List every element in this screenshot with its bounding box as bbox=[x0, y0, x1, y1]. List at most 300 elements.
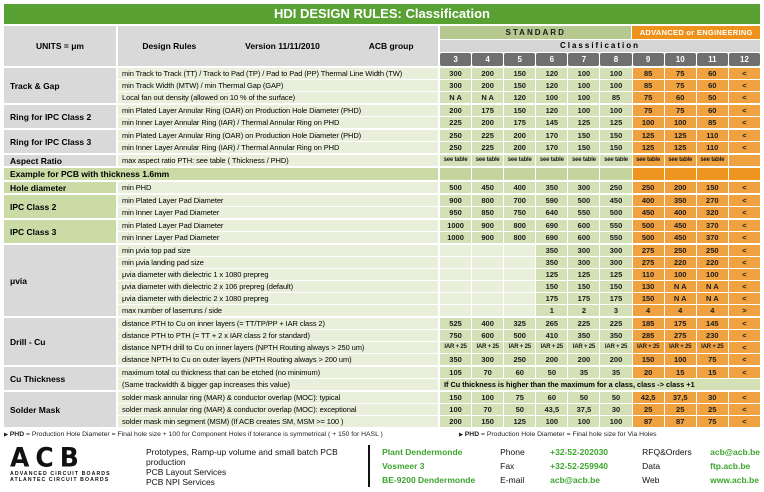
value-cell: 350 bbox=[536, 182, 567, 193]
value-cell bbox=[504, 305, 535, 316]
value-cell: IAR + 25 bbox=[472, 342, 503, 353]
value-cell: 125 bbox=[633, 142, 664, 153]
table-row bbox=[118, 330, 760, 341]
rule-section bbox=[4, 68, 760, 103]
value-cell: 1 bbox=[536, 305, 567, 316]
value-cell: < bbox=[729, 404, 760, 415]
value-cell: N A bbox=[440, 92, 471, 103]
contact-row bbox=[382, 475, 760, 485]
value-cell: 300 bbox=[440, 80, 471, 91]
value-cell: 525 bbox=[440, 318, 471, 329]
value-cell: 37,5 bbox=[568, 404, 599, 415]
rule-cell: min PHD bbox=[118, 182, 438, 193]
value-cell: 250 bbox=[697, 245, 728, 256]
value-cell: 400 bbox=[665, 207, 696, 218]
value-cell: 150 bbox=[600, 142, 631, 153]
value-cell bbox=[504, 245, 535, 256]
contact-link[interactable]: acb@acb.be bbox=[710, 447, 760, 457]
contact-row bbox=[382, 461, 760, 471]
value-cell: 410 bbox=[536, 330, 567, 341]
value-cell: < bbox=[729, 293, 760, 304]
contact-link[interactable]: www.acb.be bbox=[710, 475, 759, 485]
value-cell: 1000 bbox=[440, 232, 471, 243]
value-cell: 60 bbox=[697, 80, 728, 91]
service-item: PCB Layout Services bbox=[145, 467, 227, 477]
table-row bbox=[118, 155, 760, 166]
value-cell: 75 bbox=[504, 392, 535, 403]
value-cell: 100 bbox=[568, 92, 599, 103]
table-row bbox=[118, 404, 760, 415]
value-cell: 175 bbox=[472, 105, 503, 116]
value-cell: 100 bbox=[633, 117, 664, 128]
value-cell: 75 bbox=[697, 354, 728, 365]
value-cell: 150 bbox=[536, 281, 567, 292]
value-cell: 100 bbox=[697, 269, 728, 280]
section-label: Ring for IPC Class 2 bbox=[4, 105, 116, 128]
value-cell: 150 bbox=[568, 130, 599, 141]
value-cell: 50 bbox=[504, 404, 535, 415]
value-cell: 200 bbox=[472, 80, 503, 91]
value-cell: 100 bbox=[600, 80, 631, 91]
example-band-row bbox=[4, 168, 760, 180]
table-row bbox=[118, 269, 760, 280]
value-cell: 225 bbox=[440, 117, 471, 128]
value-cell: 175 bbox=[600, 293, 631, 304]
rule-section bbox=[4, 245, 760, 316]
rule-cell: min Plated Layer Annular Ring (OAR) on Production Hole Diameter (PHD) bbox=[118, 130, 438, 141]
value-cell: 85 bbox=[633, 80, 664, 91]
value-cell: 100 bbox=[665, 269, 696, 280]
rule-section bbox=[4, 195, 760, 218]
class-column-number: 11 bbox=[697, 53, 728, 66]
rule-cell: min Track Width (MTW) / min Thermal Gap (GAP) bbox=[118, 80, 438, 91]
value-cell: IAR + 25 bbox=[665, 342, 696, 353]
contact-row bbox=[382, 447, 760, 457]
table-row bbox=[118, 182, 760, 193]
value-cell: 100 bbox=[568, 105, 599, 116]
value-cell: < bbox=[729, 392, 760, 403]
value-cell: 50 bbox=[600, 392, 631, 403]
value-cell: 500 bbox=[440, 182, 471, 193]
footnote-right: ▶ PHD = Production Hole Diameter = Final hole size for Via Holes bbox=[459, 431, 657, 438]
contact-channel-label: Web bbox=[642, 475, 660, 485]
value-cell: see table bbox=[504, 155, 535, 166]
value-cell: 640 bbox=[536, 207, 567, 218]
footer bbox=[4, 442, 760, 487]
value-cell: 250 bbox=[440, 130, 471, 141]
value-cell: 25 bbox=[697, 404, 728, 415]
rule-cell: distance NPTH drill to Cu on inner layers (NPTH Routing always > 250 um) bbox=[118, 342, 438, 353]
value-cell: 120 bbox=[504, 92, 535, 103]
value-cell: < bbox=[729, 182, 760, 193]
value-cell: 370 bbox=[697, 220, 728, 231]
classification-band: Classification bbox=[440, 40, 760, 52]
value-cell: 120 bbox=[536, 80, 567, 91]
value-cell: 1000 bbox=[440, 220, 471, 231]
value-cell: 590 bbox=[536, 195, 567, 206]
value-cell: 125 bbox=[504, 416, 535, 427]
section-label: Hole diameter bbox=[4, 182, 116, 193]
value-cell: 15 bbox=[697, 367, 728, 378]
value-cell: < bbox=[729, 330, 760, 341]
table-row bbox=[118, 105, 760, 116]
value-cell: 200 bbox=[472, 117, 503, 128]
value-cell: 690 bbox=[536, 232, 567, 243]
value-cell: 200 bbox=[440, 105, 471, 116]
contact-channel-label: RFQ&Orders bbox=[642, 447, 692, 457]
value-cell: 285 bbox=[633, 330, 664, 341]
section-label: IPC Class 3 bbox=[4, 220, 116, 243]
value-cell: 850 bbox=[472, 207, 503, 218]
value-cell: N A bbox=[472, 92, 503, 103]
value-cell: 500 bbox=[568, 195, 599, 206]
acb-group-label: ACB group bbox=[368, 41, 414, 51]
class-column-number: 8 bbox=[600, 53, 631, 66]
value-cell: N A bbox=[697, 293, 728, 304]
value-cell: 225 bbox=[472, 130, 503, 141]
value-cell: 225 bbox=[568, 318, 599, 329]
rule-cell: max number of laserruns / side bbox=[118, 305, 438, 316]
value-cell: 43,5 bbox=[536, 404, 567, 415]
value-cell: 175 bbox=[568, 293, 599, 304]
value-cell: 175 bbox=[504, 117, 535, 128]
value-cell: 200 bbox=[504, 130, 535, 141]
rule-cell: max aspect ratio PTH: see table ( Thickness / PHD) bbox=[118, 155, 438, 166]
value-cell: 225 bbox=[600, 318, 631, 329]
value-cell bbox=[472, 305, 503, 316]
band-cell bbox=[665, 168, 696, 180]
table-row bbox=[118, 245, 760, 256]
value-cell: 900 bbox=[472, 232, 503, 243]
value-cell: 690 bbox=[536, 220, 567, 231]
value-cell bbox=[504, 293, 535, 304]
value-cell: 100 bbox=[536, 416, 567, 427]
example-band-label: Example for PCB with thickness 1.6mm bbox=[4, 168, 438, 180]
rule-cell: solder mask min segment (MSM) (If ACB creates SM, MSM >= 100 ) bbox=[118, 416, 438, 427]
rule-cell: distance PTH to Cu on inner layers (= TT/TP/PP + IAR class 2) bbox=[118, 318, 438, 329]
value-cell: 275 bbox=[633, 257, 664, 268]
class-column-number: 12 bbox=[729, 53, 760, 66]
value-cell: 100 bbox=[536, 92, 567, 103]
rule-cell: (Same trackwidth & bigger gap increases this value) bbox=[118, 379, 438, 390]
value-cell: 110 bbox=[697, 142, 728, 153]
value-cell: 950 bbox=[440, 207, 471, 218]
class-column-number: 6 bbox=[536, 53, 567, 66]
table-row bbox=[118, 392, 760, 403]
value-cell: 105 bbox=[440, 367, 471, 378]
table-row bbox=[118, 68, 760, 79]
table-row bbox=[118, 257, 760, 268]
value-cell: < bbox=[729, 257, 760, 268]
value-cell: < bbox=[729, 318, 760, 329]
class-column-number: 5 bbox=[504, 53, 535, 66]
design-rules-label: Design Rules bbox=[142, 41, 197, 51]
band-cell bbox=[536, 168, 567, 180]
value-cell: < bbox=[729, 117, 760, 128]
table-row bbox=[118, 342, 760, 353]
value-cell: < bbox=[729, 92, 760, 103]
value-cell: 550 bbox=[568, 207, 599, 218]
contact-method-label: Fax bbox=[500, 461, 515, 471]
value-cell: 300 bbox=[600, 257, 631, 268]
table-header bbox=[4, 26, 760, 66]
value-cell: 2 bbox=[568, 305, 599, 316]
value-cell: 200 bbox=[568, 354, 599, 365]
value-cell: 150 bbox=[568, 142, 599, 153]
value-cell: 50 bbox=[536, 367, 567, 378]
rule-section bbox=[4, 367, 760, 390]
contact-method-label: E-mail bbox=[500, 475, 525, 485]
rule-section bbox=[4, 130, 760, 153]
value-cell: N A bbox=[665, 293, 696, 304]
value-cell: 200 bbox=[440, 416, 471, 427]
value-cell: 100 bbox=[568, 68, 599, 79]
value-cell: 4 bbox=[665, 305, 696, 316]
table-row bbox=[118, 416, 760, 427]
section-label: Aspect Ratio bbox=[4, 155, 116, 166]
value-cell: < bbox=[729, 354, 760, 365]
value-cell: < bbox=[729, 342, 760, 353]
table-row bbox=[118, 80, 760, 91]
rule-cell: min Inner Layer Annular Ring (IAR) / Thermal Annular Ring on PHD bbox=[118, 117, 438, 128]
value-cell: 900 bbox=[472, 220, 503, 231]
advanced-band: ADVANCED or ENGINEERING bbox=[632, 26, 760, 39]
band-cell bbox=[697, 168, 728, 180]
value-cell: 230 bbox=[697, 330, 728, 341]
value-cell: see table bbox=[697, 155, 728, 166]
value-cell: 150 bbox=[697, 182, 728, 193]
value-cell: 350 bbox=[600, 330, 631, 341]
value-cell: 400 bbox=[633, 195, 664, 206]
value-cell: 120 bbox=[536, 68, 567, 79]
value-cell: < bbox=[729, 281, 760, 292]
value-cell: 350 bbox=[665, 195, 696, 206]
value-cell: 70 bbox=[472, 404, 503, 415]
contact-number[interactable]: acb@acb.be bbox=[550, 475, 600, 485]
value-cell: 150 bbox=[504, 105, 535, 116]
value-cell: 125 bbox=[633, 130, 664, 141]
value-cell: 300 bbox=[472, 354, 503, 365]
value-cell: 265 bbox=[536, 318, 567, 329]
value-cell: 220 bbox=[697, 257, 728, 268]
value-cell bbox=[440, 293, 471, 304]
value-cell: 150 bbox=[440, 392, 471, 403]
rule-section bbox=[4, 220, 760, 243]
value-cell: 30 bbox=[697, 392, 728, 403]
value-cell: 130 bbox=[633, 281, 664, 292]
rule-section bbox=[4, 105, 760, 128]
rule-cell: μvia diameter with dielectric 1 x 1080 prepreg bbox=[118, 269, 438, 280]
value-cell: N A bbox=[697, 281, 728, 292]
value-cell: 350 bbox=[440, 354, 471, 365]
value-cell: < bbox=[729, 245, 760, 256]
value-cell: < bbox=[729, 416, 760, 427]
contact-info bbox=[382, 445, 760, 487]
value-cell: see table bbox=[600, 155, 631, 166]
table-row bbox=[118, 142, 760, 153]
section-label: IPC Class 2 bbox=[4, 195, 116, 218]
value-cell: 100 bbox=[568, 80, 599, 91]
value-cell: 37,5 bbox=[665, 392, 696, 403]
band-cell bbox=[472, 168, 503, 180]
rule-section bbox=[4, 182, 760, 193]
value-cell: 150 bbox=[504, 68, 535, 79]
value-cell: 20 bbox=[633, 367, 664, 378]
footnote-left: ▶ PHD = Production Hole Diameter = Final hole size + 100 for Component Holes if tolerance is symmetrical ( + 150 for HASL ) bbox=[4, 431, 383, 438]
table-row bbox=[118, 117, 760, 128]
value-cell: 60 bbox=[697, 105, 728, 116]
class-column-number: 3 bbox=[440, 53, 471, 66]
value-cell: 170 bbox=[536, 130, 567, 141]
acb-logo bbox=[4, 442, 146, 487]
table-row bbox=[118, 220, 760, 231]
band-cell bbox=[440, 168, 471, 180]
value-cell: 150 bbox=[633, 354, 664, 365]
value-cell: 100 bbox=[568, 416, 599, 427]
value-cell: 85 bbox=[633, 68, 664, 79]
value-cell: 350 bbox=[536, 257, 567, 268]
value-cell: 35 bbox=[568, 367, 599, 378]
table-row bbox=[118, 130, 760, 141]
value-cell: 125 bbox=[665, 130, 696, 141]
value-cell: < bbox=[729, 105, 760, 116]
value-cell: 125 bbox=[536, 269, 567, 280]
section-label: Drill - Cu bbox=[4, 318, 116, 365]
value-cell: 450 bbox=[472, 182, 503, 193]
value-cell: see table bbox=[440, 155, 471, 166]
value-cell: 35 bbox=[600, 367, 631, 378]
value-cell: < bbox=[729, 80, 760, 91]
value-cell: 150 bbox=[633, 293, 664, 304]
table-row bbox=[118, 367, 760, 378]
value-cell: 120 bbox=[536, 105, 567, 116]
value-cell: 60 bbox=[697, 68, 728, 79]
rule-cell: distance NPTH to Cu on outer layers (NPTH Routing always > 200 um) bbox=[118, 354, 438, 365]
value-cell: 3 bbox=[600, 305, 631, 316]
value-cell: 800 bbox=[472, 195, 503, 206]
value-cell: 450 bbox=[665, 232, 696, 243]
band-cell bbox=[729, 168, 760, 180]
value-cell: 150 bbox=[600, 130, 631, 141]
contact-number: +32-52-202030 bbox=[550, 447, 609, 457]
value-cell: 75 bbox=[633, 92, 664, 103]
rule-cell: solder mask annular ring (MAR) & conductor overlap (MOC): exceptional bbox=[118, 404, 438, 415]
value-cell: 85 bbox=[697, 117, 728, 128]
value-cell: 170 bbox=[536, 142, 567, 153]
value-cell: 100 bbox=[600, 105, 631, 116]
value-cell: 4 bbox=[633, 305, 664, 316]
value-cell: 550 bbox=[600, 220, 631, 231]
value-cell: 125 bbox=[600, 269, 631, 280]
services-list bbox=[146, 445, 366, 487]
contact-channel-label: Data bbox=[642, 461, 661, 471]
value-cell bbox=[472, 257, 503, 268]
value-cell: see table bbox=[633, 155, 664, 166]
value-cell: 75 bbox=[633, 105, 664, 116]
value-cell: 600 bbox=[568, 232, 599, 243]
value-cell: 150 bbox=[600, 281, 631, 292]
value-cell: 200 bbox=[504, 142, 535, 153]
band-cell bbox=[504, 168, 535, 180]
rule-cell: maximum total cu thickness that can be etched (no minimum) bbox=[118, 367, 438, 378]
value-cell: 450 bbox=[600, 195, 631, 206]
value-cell bbox=[472, 281, 503, 292]
page-title: HDI DESIGN RULES: Classification bbox=[4, 4, 760, 24]
value-cell: see table bbox=[568, 155, 599, 166]
section-label: μvia bbox=[4, 245, 116, 316]
value-cell: 25 bbox=[633, 404, 664, 415]
value-cell: 300 bbox=[600, 245, 631, 256]
value-cell bbox=[440, 269, 471, 280]
value-cell: 300 bbox=[568, 182, 599, 193]
value-cell bbox=[440, 257, 471, 268]
value-cell: 300 bbox=[568, 245, 599, 256]
table-row bbox=[118, 195, 760, 206]
value-cell bbox=[472, 245, 503, 256]
value-cell bbox=[504, 257, 535, 268]
value-cell: < bbox=[729, 68, 760, 79]
rule-cell: solder mask annular ring (MAR) & conductor overlap (MOC): typical bbox=[118, 392, 438, 403]
value-cell: 250 bbox=[504, 354, 535, 365]
value-cell: 200 bbox=[665, 182, 696, 193]
value-cell: 350 bbox=[568, 330, 599, 341]
value-cell: 200 bbox=[472, 68, 503, 79]
value-cell: 100 bbox=[665, 354, 696, 365]
rule-cell: min Inner Layer Annular Ring (IAR) / Thermal Annular Ring on PHD bbox=[118, 142, 438, 153]
value-cell: < bbox=[729, 232, 760, 243]
value-cell: > bbox=[729, 305, 760, 316]
value-cell: 125 bbox=[568, 117, 599, 128]
value-cell: 350 bbox=[536, 245, 567, 256]
value-cell: 100 bbox=[600, 68, 631, 79]
arrow-icon: ▶ bbox=[4, 432, 10, 438]
value-cell: 370 bbox=[697, 232, 728, 243]
value-cell: 750 bbox=[440, 330, 471, 341]
value-cell: < bbox=[729, 130, 760, 141]
value-cell: 270 bbox=[697, 195, 728, 206]
value-cell bbox=[472, 293, 503, 304]
table-row bbox=[118, 318, 760, 329]
value-cell: 85 bbox=[600, 92, 631, 103]
contact-number: +32-52-259940 bbox=[550, 461, 609, 471]
value-cell: 150 bbox=[504, 80, 535, 91]
table-row bbox=[118, 281, 760, 292]
rule-cell: μvia diameter with dielectric 2 x 106 prepreg (default) bbox=[118, 281, 438, 292]
section-label: Ring for IPC Class 3 bbox=[4, 130, 116, 153]
value-cell: 175 bbox=[665, 318, 696, 329]
value-cell bbox=[504, 281, 535, 292]
value-cell: 550 bbox=[600, 232, 631, 243]
value-cell: 750 bbox=[504, 207, 535, 218]
value-cell bbox=[440, 245, 471, 256]
value-cell: 700 bbox=[504, 195, 535, 206]
value-cell: 500 bbox=[633, 232, 664, 243]
rule-cell: min Plated Layer Annular Ring (OAR) on Production Hole Diameter (PHD) bbox=[118, 105, 438, 116]
value-cell: 4 bbox=[697, 305, 728, 316]
arrow-icon: ▶ bbox=[459, 432, 465, 438]
value-cell: < bbox=[729, 269, 760, 280]
section-label: Track & Gap bbox=[4, 68, 116, 103]
value-cell: 450 bbox=[665, 220, 696, 231]
value-cell: 500 bbox=[504, 330, 535, 341]
rule-cell: min Inner Layer Pad Diameter bbox=[118, 207, 438, 218]
value-cell: 42,5 bbox=[633, 392, 664, 403]
value-cell: IAR + 25 bbox=[600, 342, 631, 353]
contact-link[interactable]: ftp.acb.be bbox=[710, 461, 751, 471]
rule-cell: min μvia top pad size bbox=[118, 245, 438, 256]
value-cell: 60 bbox=[665, 92, 696, 103]
acb-logo-sub1: ADVANCED CIRCUIT BOARDS bbox=[10, 471, 111, 477]
